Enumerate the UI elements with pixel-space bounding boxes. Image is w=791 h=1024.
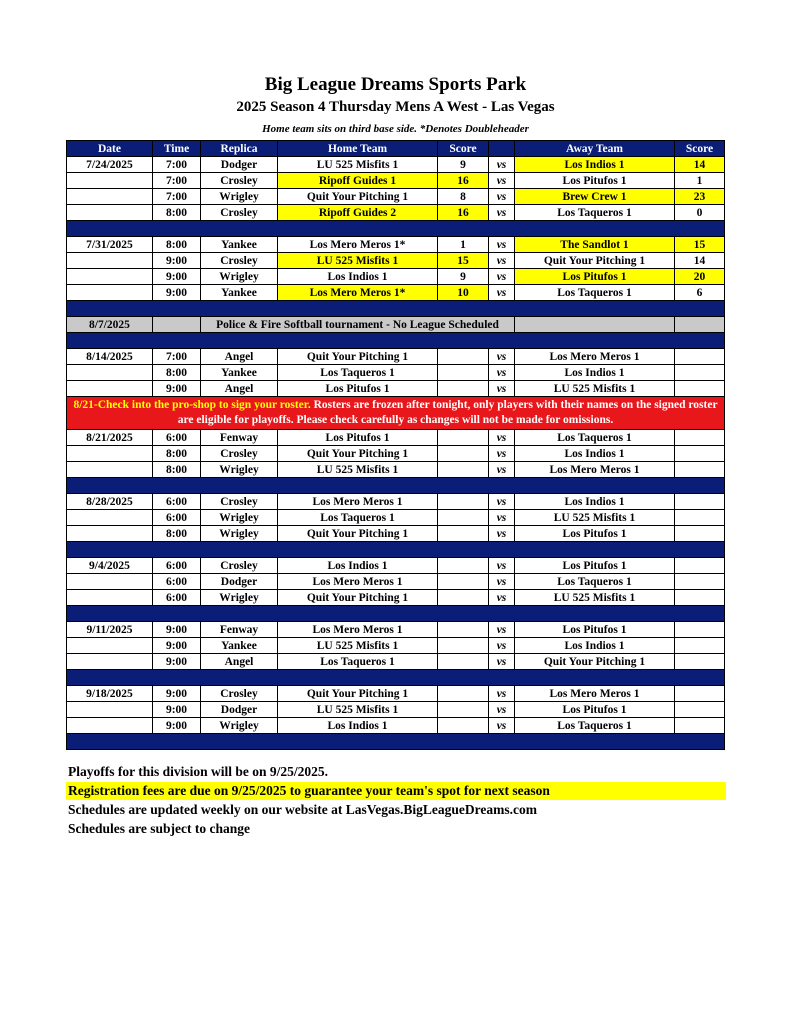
home-score: 16 <box>438 205 489 221</box>
away-team: Los Indios 1 <box>515 157 675 173</box>
away-team: The Sandlot 1 <box>515 237 675 253</box>
game-date <box>67 718 153 734</box>
separator-bar <box>67 221 725 237</box>
home-score: 9 <box>438 157 489 173</box>
home-team: Los Taqueros 1 <box>278 510 438 526</box>
separator-bar <box>67 734 725 750</box>
away-score: 23 <box>675 189 725 205</box>
empty-cell <box>675 317 725 333</box>
field-replica: Wrigley <box>201 718 278 734</box>
game-row <box>67 173 725 189</box>
game-row <box>67 253 725 269</box>
game-date <box>67 574 153 590</box>
away-score <box>675 349 725 365</box>
game-time: 7:00 <box>153 349 201 365</box>
home-score: 16 <box>438 173 489 189</box>
home-team-note: Home team sits on third base side. *Denotes Doubleheader <box>262 123 529 135</box>
separator-bar <box>67 333 725 349</box>
empty-cell <box>515 317 675 333</box>
field-replica: Angel <box>201 349 278 365</box>
game-time: 9:00 <box>153 702 201 718</box>
game-row <box>67 381 725 397</box>
game-date: 7/31/2025 <box>67 237 153 253</box>
away-score: 14 <box>675 157 725 173</box>
col-away-team-header: Away Team <box>515 141 675 157</box>
game-row <box>67 205 725 221</box>
game-row <box>67 237 725 253</box>
away-score <box>675 638 725 654</box>
game-row <box>67 349 725 365</box>
separator-bar <box>67 670 725 686</box>
away-team: Los Taqueros 1 <box>515 574 675 590</box>
home-score <box>438 349 489 365</box>
no-league-message: Police & Fire Softball tournament - No League Scheduled <box>201 317 515 333</box>
home-score <box>438 702 489 718</box>
home-score <box>438 574 489 590</box>
game-row <box>67 157 725 173</box>
away-team: Los Pitufos 1 <box>515 173 675 189</box>
game-date <box>67 285 153 301</box>
game-date <box>67 446 153 462</box>
home-team: Los Pitufos 1 <box>278 381 438 397</box>
home-team: Los Mero Meros 1* <box>278 237 438 253</box>
away-team: LU 525 Misfits 1 <box>515 381 675 397</box>
away-team: Los Indios 1 <box>515 446 675 462</box>
away-team: Los Indios 1 <box>515 365 675 381</box>
game-row <box>67 430 725 446</box>
home-team: Quit Your Pitching 1 <box>278 446 438 462</box>
away-team: Los Indios 1 <box>515 494 675 510</box>
playoffs-note: Playoffs for this division will be on 9/25/2025. <box>68 764 329 779</box>
col-time-header: Time <box>153 141 201 157</box>
game-date: 8/7/2025 <box>67 317 153 333</box>
field-replica: Yankee <box>201 237 278 253</box>
vs-label: vs <box>489 702 515 718</box>
home-team: Los Mero Meros 1* <box>278 285 438 301</box>
vs-label: vs <box>489 654 515 670</box>
field-replica: Wrigley <box>201 510 278 526</box>
week-separator <box>67 301 725 317</box>
game-date: 9/18/2025 <box>67 686 153 702</box>
field-replica: Fenway <box>201 430 278 446</box>
away-score <box>675 430 725 446</box>
home-score <box>438 510 489 526</box>
vs-label: vs <box>489 285 515 301</box>
away-score <box>675 381 725 397</box>
away-score: 1 <box>675 173 725 189</box>
away-team: Los Pitufos 1 <box>515 269 675 285</box>
game-time: 9:00 <box>153 638 201 654</box>
home-score <box>438 718 489 734</box>
vs-label: vs <box>489 590 515 606</box>
home-score <box>438 494 489 510</box>
vs-label: vs <box>489 253 515 269</box>
away-team: Quit Your Pitching 1 <box>515 654 675 670</box>
field-replica: Wrigley <box>201 590 278 606</box>
vs-label: vs <box>489 173 515 189</box>
game-row <box>67 510 725 526</box>
vs-label: vs <box>489 638 515 654</box>
game-time: 6:00 <box>153 430 201 446</box>
field-replica: Yankee <box>201 365 278 381</box>
home-team: Quit Your Pitching 1 <box>278 590 438 606</box>
vs-label: vs <box>489 365 515 381</box>
game-time: 7:00 <box>153 173 201 189</box>
field-replica: Crosley <box>201 205 278 221</box>
vs-label: vs <box>489 205 515 221</box>
away-score <box>675 574 725 590</box>
field-replica: Fenway <box>201 622 278 638</box>
schedule-header-row <box>67 141 725 157</box>
game-row <box>67 686 725 702</box>
home-score: 8 <box>438 189 489 205</box>
home-score <box>438 526 489 542</box>
week-separator <box>67 478 725 494</box>
game-time: 8:00 <box>153 237 201 253</box>
game-date <box>67 526 153 542</box>
away-team: Los Taqueros 1 <box>515 718 675 734</box>
game-row <box>67 446 725 462</box>
game-time: 9:00 <box>153 654 201 670</box>
game-row <box>67 558 725 574</box>
game-time: 9:00 <box>153 381 201 397</box>
week-separator <box>67 333 725 349</box>
game-row <box>67 526 725 542</box>
game-time: 6:00 <box>153 558 201 574</box>
home-team: Ripoff Guides 1 <box>278 173 438 189</box>
game-time: 8:00 <box>153 462 201 478</box>
away-team: Los Indios 1 <box>515 638 675 654</box>
week-separator <box>67 542 725 558</box>
game-date: 9/11/2025 <box>67 622 153 638</box>
schedule-body <box>67 157 725 750</box>
away-score: 20 <box>675 269 725 285</box>
no-league-row <box>67 317 725 333</box>
field-replica: Crosley <box>201 494 278 510</box>
home-score: 1 <box>438 237 489 253</box>
week-separator <box>67 221 725 237</box>
game-row <box>67 189 725 205</box>
away-team: Los Mero Meros 1 <box>515 349 675 365</box>
away-team: Los Pitufos 1 <box>515 558 675 574</box>
announcement-rest: Rosters are frozen after tonight, only players with their names on the signed roster are eligible for playoffs. Please check carefully as changes will not be made for omissions. <box>177 399 718 426</box>
field-replica: Crosley <box>201 558 278 574</box>
game-row <box>67 638 725 654</box>
away-team: Los Taqueros 1 <box>515 285 675 301</box>
home-team: LU 525 Misfits 1 <box>278 638 438 654</box>
home-team: Los Taqueros 1 <box>278 365 438 381</box>
away-team: LU 525 Misfits 1 <box>515 590 675 606</box>
home-score <box>438 622 489 638</box>
vs-label: vs <box>489 622 515 638</box>
home-score <box>438 365 489 381</box>
away-score <box>675 365 725 381</box>
game-row <box>67 654 725 670</box>
vs-label: vs <box>489 381 515 397</box>
game-date <box>67 269 153 285</box>
away-score <box>675 494 725 510</box>
week-separator <box>67 670 725 686</box>
vs-label: vs <box>489 510 515 526</box>
home-team: Los Indios 1 <box>278 718 438 734</box>
home-score <box>438 446 489 462</box>
away-team: Los Taqueros 1 <box>515 430 675 446</box>
field-replica: Yankee <box>201 638 278 654</box>
vs-label: vs <box>489 430 515 446</box>
home-team: Los Pitufos 1 <box>278 430 438 446</box>
home-team: LU 525 Misfits 1 <box>278 702 438 718</box>
week-separator <box>67 606 725 622</box>
game-time: 8:00 <box>153 205 201 221</box>
page-subtitle: 2025 Season 4 Thursday Mens A West - Las Vegas <box>236 99 555 115</box>
col-vs-header <box>489 141 515 157</box>
game-time: 9:00 <box>153 622 201 638</box>
away-score: 0 <box>675 205 725 221</box>
game-row <box>67 718 725 734</box>
home-score <box>438 558 489 574</box>
separator-bar <box>67 606 725 622</box>
game-time: 6:00 <box>153 574 201 590</box>
away-score <box>675 686 725 702</box>
game-row <box>67 285 725 301</box>
away-score <box>675 446 725 462</box>
col-home-team-header: Home Team <box>278 141 438 157</box>
page-title: Big League Dreams Sports Park <box>264 74 527 95</box>
registration-note: Registration fees are due on 9/25/2025 to guarantee your team's spot for next season <box>66 782 726 800</box>
game-date: 7/24/2025 <box>67 157 153 173</box>
game-row <box>67 494 725 510</box>
game-time: 8:00 <box>153 365 201 381</box>
away-score <box>675 526 725 542</box>
announcement-text <box>67 397 725 430</box>
home-score <box>438 430 489 446</box>
game-row <box>67 462 725 478</box>
change-note: Schedules are subject to change <box>68 821 250 836</box>
field-replica: Dodger <box>201 702 278 718</box>
field-replica: Crosley <box>201 686 278 702</box>
away-team: Los Pitufos 1 <box>515 702 675 718</box>
separator-bar <box>67 301 725 317</box>
field-replica: Yankee <box>201 285 278 301</box>
home-score: 15 <box>438 253 489 269</box>
away-score <box>675 510 725 526</box>
field-replica: Wrigley <box>201 189 278 205</box>
vs-label: vs <box>489 574 515 590</box>
field-replica: Angel <box>201 654 278 670</box>
home-team: LU 525 Misfits 1 <box>278 253 438 269</box>
game-time: 7:00 <box>153 157 201 173</box>
field-replica: Dodger <box>201 574 278 590</box>
vs-label: vs <box>489 494 515 510</box>
col-replica-header: Replica <box>201 141 278 157</box>
vs-label: vs <box>489 718 515 734</box>
game-date <box>67 654 153 670</box>
game-date <box>67 381 153 397</box>
field-replica: Crosley <box>201 173 278 189</box>
game-date <box>67 638 153 654</box>
roster-announcement <box>67 397 725 430</box>
home-team: Quit Your Pitching 1 <box>278 189 438 205</box>
home-score <box>438 638 489 654</box>
game-row <box>67 702 725 718</box>
away-score: 14 <box>675 253 725 269</box>
game-date <box>67 702 153 718</box>
away-team: Los Mero Meros 1 <box>515 686 675 702</box>
away-team: LU 525 Misfits 1 <box>515 510 675 526</box>
vs-label: vs <box>489 526 515 542</box>
game-date <box>67 462 153 478</box>
away-team: Los Taqueros 1 <box>515 205 675 221</box>
game-date: 8/21/2025 <box>67 430 153 446</box>
game-date: 9/4/2025 <box>67 558 153 574</box>
game-date <box>67 253 153 269</box>
col-date-header: Date <box>67 141 153 157</box>
website-note: Schedules are updated weekly on our website at LasVegas.BigLeagueDreams.com <box>68 802 538 817</box>
home-team: Quit Your Pitching 1 <box>278 526 438 542</box>
game-row <box>67 269 725 285</box>
field-replica: Crosley <box>201 446 278 462</box>
game-date <box>67 173 153 189</box>
home-score <box>438 590 489 606</box>
home-team: LU 525 Misfits 1 <box>278 157 438 173</box>
vs-label: vs <box>489 237 515 253</box>
game-time: 9:00 <box>153 686 201 702</box>
away-score <box>675 702 725 718</box>
home-team: Los Mero Meros 1 <box>278 622 438 638</box>
game-time: 8:00 <box>153 526 201 542</box>
away-score <box>675 718 725 734</box>
home-score: 10 <box>438 285 489 301</box>
game-time: 9:00 <box>153 285 201 301</box>
vs-label: vs <box>489 686 515 702</box>
away-score <box>675 558 725 574</box>
game-time: 6:00 <box>153 494 201 510</box>
field-replica: Crosley <box>201 253 278 269</box>
away-score: 15 <box>675 237 725 253</box>
away-score <box>675 654 725 670</box>
home-score <box>438 462 489 478</box>
vs-label: vs <box>489 189 515 205</box>
separator-bar <box>67 542 725 558</box>
home-score <box>438 654 489 670</box>
away-team: Brew Crew 1 <box>515 189 675 205</box>
home-team: LU 525 Misfits 1 <box>278 462 438 478</box>
home-team: Los Indios 1 <box>278 269 438 285</box>
away-score: 6 <box>675 285 725 301</box>
field-replica: Wrigley <box>201 462 278 478</box>
col-home-score-header: Score <box>438 141 489 157</box>
away-score <box>675 462 725 478</box>
field-replica: Angel <box>201 381 278 397</box>
field-replica: Wrigley <box>201 269 278 285</box>
game-row <box>67 590 725 606</box>
game-date <box>67 590 153 606</box>
game-time: 6:00 <box>153 590 201 606</box>
game-time: 9:00 <box>153 269 201 285</box>
game-time: 6:00 <box>153 510 201 526</box>
home-team: Los Taqueros 1 <box>278 654 438 670</box>
game-date <box>67 189 153 205</box>
schedule-table <box>66 140 725 750</box>
vs-label: vs <box>489 558 515 574</box>
field-replica: Dodger <box>201 157 278 173</box>
home-score <box>438 381 489 397</box>
away-team: Los Pitufos 1 <box>515 622 675 638</box>
game-date: 8/28/2025 <box>67 494 153 510</box>
game-date: 8/14/2025 <box>67 349 153 365</box>
home-team: Los Mero Meros 1 <box>278 494 438 510</box>
game-date <box>67 205 153 221</box>
week-separator <box>67 734 725 750</box>
announcement-highlight: 8/21-Check into the pro-shop to sign your roster. <box>73 399 311 411</box>
home-score <box>438 686 489 702</box>
col-away-score-header: Score <box>675 141 725 157</box>
vs-label: vs <box>489 269 515 285</box>
away-score <box>675 622 725 638</box>
home-team: Los Indios 1 <box>278 558 438 574</box>
away-team: Los Pitufos 1 <box>515 526 675 542</box>
home-team: Quit Your Pitching 1 <box>278 686 438 702</box>
home-team: Quit Your Pitching 1 <box>278 349 438 365</box>
home-score: 9 <box>438 269 489 285</box>
game-row <box>67 365 725 381</box>
game-time: 8:00 <box>153 446 201 462</box>
game-row <box>67 622 725 638</box>
game-date <box>67 365 153 381</box>
game-time: 9:00 <box>153 718 201 734</box>
game-date <box>67 510 153 526</box>
vs-label: vs <box>489 157 515 173</box>
home-team: Los Mero Meros 1 <box>278 574 438 590</box>
vs-label: vs <box>489 462 515 478</box>
home-team: Ripoff Guides 2 <box>278 205 438 221</box>
away-team: Los Mero Meros 1 <box>515 462 675 478</box>
game-row <box>67 574 725 590</box>
empty-cell <box>153 317 201 333</box>
away-team: Quit Your Pitching 1 <box>515 253 675 269</box>
away-score <box>675 590 725 606</box>
game-time: 9:00 <box>153 253 201 269</box>
game-time: 7:00 <box>153 189 201 205</box>
field-replica: Wrigley <box>201 526 278 542</box>
vs-label: vs <box>489 349 515 365</box>
vs-label: vs <box>489 446 515 462</box>
separator-bar <box>67 478 725 494</box>
